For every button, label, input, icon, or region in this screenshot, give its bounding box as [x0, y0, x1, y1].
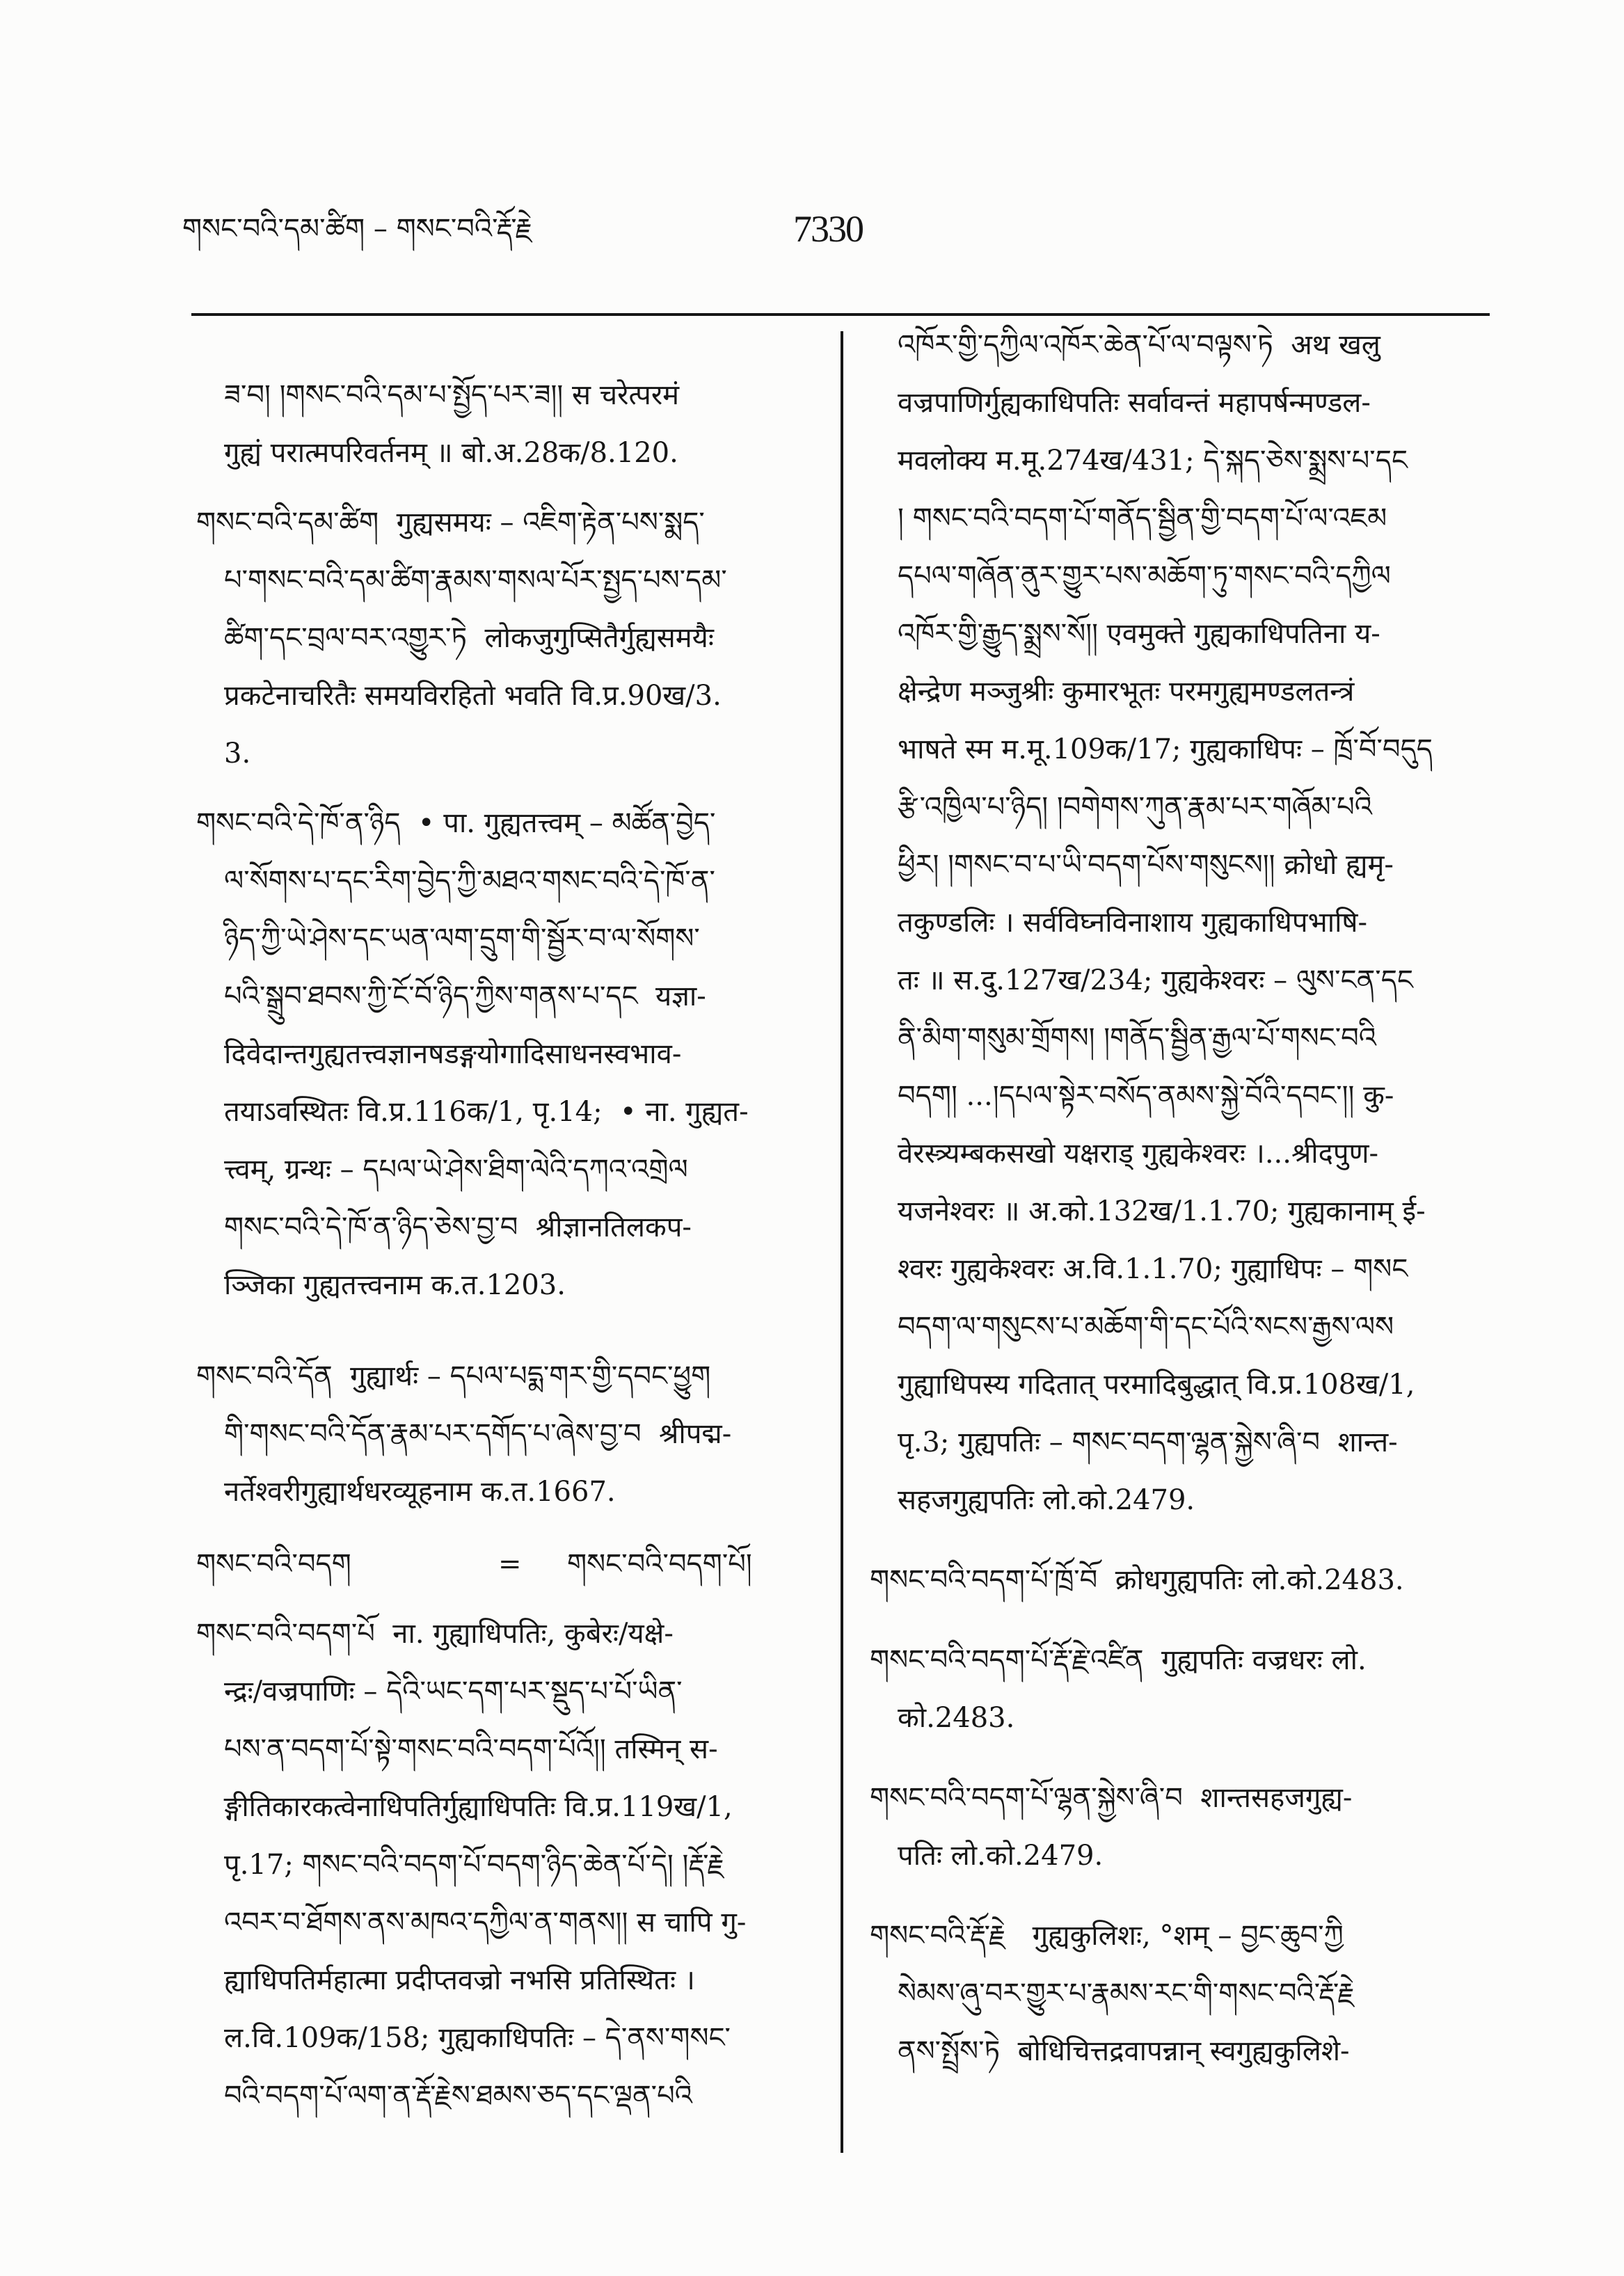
entry-line: सहजगुह्यपतिः लो.को.2479. — [898, 1484, 1195, 1516]
entry-line: དཔལ་གཞོན་ནུར་གྱུར་པས་མཆོག་ཏུ་གསང་བའི་དཀྱིལ — [898, 560, 1391, 592]
dictionary-entry — [196, 1605, 826, 2125]
entry-line: གསང་བའི་བདག་པོ ना. गुह्याधिपतिः, कुबेरः/यक्षे- — [196, 1618, 674, 1650]
page-number: 7330 — [793, 208, 863, 250]
right-column — [870, 317, 1490, 2098]
entry-line: त्त्वम्, ग्रन्थः – དཔལ་ཡེ་ཤེས་ཐིག་ལེའི་དཀའ་འགྲེལ — [224, 1154, 688, 1186]
entry-line: འབར་བ་ཐོགས་ནས་མཁའ་དཀྱིལ་ན་གནས།། स चापि गु- — [224, 1907, 747, 1939]
column-divider — [841, 331, 843, 2153]
entry-line: གི་གསང་བའི་དོན་རྣམ་པར་དགོད་པ་ཞེས་བྱ་བ श्रीपद्म- — [224, 1418, 732, 1450]
entry-line: པ་གསང་བའི་དམ་ཚིག་རྣམས་གསལ་པོར་སྤྱད་པས་དམ་ — [224, 564, 727, 596]
entry-line: 3. — [224, 738, 251, 770]
entry-line: यजनेश्वरः ॥ अ.को.132ख/1.1.70; गुह्यकानाम् ई- — [898, 1195, 1426, 1227]
entry-line: གསང་བའི་དེ་ཁོ་ན་ཉིད་ཅེས་བྱ་བ श्रीज्ञानतिलकप- — [224, 1211, 692, 1243]
entry-line: རྩི་འཁྱིལ་པ་ཉིད། །བགེགས་ཀུན་རྣམ་པར་གཞོམ་པའི — [898, 791, 1372, 823]
entry-line: ल.वि.109क/158; गुह्यकाधिपतिः – དེ་ནས་གསང་ — [224, 2022, 731, 2054]
entry-line: क्षेन्द्रेण मञ्जुश्रीः कुमारभूतः परमगुह्यमण्डलतन्त्रं — [898, 676, 1355, 708]
entry-line: दिवेदान्तगुह्यतत्त्वज्ञानषडङ्गयोगादिसाधनस्वभाव- — [224, 1038, 682, 1070]
entry-line: तः ॥ स.दु.127ख/234; गुह्यकेश्वरः – ལུས་ངན་དང — [898, 964, 1413, 996]
entry-line: བདག། ...།དཔལ་སྟེར་བསོད་ནམས་སྐྱེ་བོའི་དབང་།། कु- — [898, 1080, 1394, 1112]
entry-line: ह्याधिपतिर्महात्मा प्रदीप्तवज्रो नभसि प्रतिस्थितः । — [224, 1964, 695, 1996]
entry-line: གསང་བའི་བདག་པོ་ཁྲོ་བོ क्रोधगुह्यपतिः लो.को.2483. — [870, 1564, 1404, 1596]
entry-line: गुह्यं परात्मपरिवर्तनम् ॥ बो.अ.28क/8.120. — [224, 437, 678, 469]
entry-line: བདག་ལ་གསུངས་པ་མཆོག་གི་དང་པོའི་སངས་རྒྱས་ལས — [898, 1311, 1394, 1343]
entry-line: ཉིད་ཀྱི་ཡེ་ཤེས་དང་ཡན་ལག་དྲུག་གི་སྦྱོར་བ་ལ་སོགས་ — [224, 923, 700, 955]
entry-line: प्रकटेनाचरितैः समयविरहितो भवति वि.प्र.90ख/3. — [224, 680, 722, 712]
entry-line: गुह्याधिपस्य गदितात् परमादिबुद्धात् वि.प्र.108ख/1, — [898, 1369, 1415, 1401]
entry-line: བའི་བདག་པོ་ལག་ན་རྡོ་རྗེས་ཐམས་ཅད་དང་ལྡན་པའི — [224, 2080, 692, 2112]
entry-line: वेरस्त्र्यम्बकसखो यक्षराड् गुह्यकेश्वरः ।...श्रीदपुण- — [898, 1138, 1379, 1170]
headword: གསང་བའི་བདག — [196, 1548, 351, 1580]
dictionary-entry — [870, 1552, 1490, 1609]
entry-line: ཚིག་དང་བྲལ་བར་འགྱུར་ཏེ लोकजुगुप्सितैर्गुह्यसमयैः — [224, 622, 714, 654]
entry-line: པས་ན་བདག་པོ་སྟེ་གསང་བའི་བདག་པོའོ།། तस्मिन् स- — [224, 1733, 718, 1765]
entry-line: འཁོར་གྱི་དཀྱིལ་འཁོར་ཆེན་པོ་ལ་བལྟས་ཏེ अथ खलु — [898, 329, 1380, 361]
entry-line: श्वरः गुह्यकेश्वरः अ.वि.1.1.70; गुह्याधिपः – གསང — [898, 1253, 1408, 1285]
entry-line: भाषते स्म म.मू.109क/17; गुह्यकाधिपः – ཁྲོ་བོ་བདུད — [898, 733, 1433, 765]
entry-line: नर्तेश्वरीगुह्यार्थधरव्यूहनाम क.त.1667. — [224, 1476, 616, 1508]
dictionary-entry — [196, 1536, 826, 1593]
dictionary-entry — [870, 1632, 1490, 1747]
dictionary-entry — [870, 1907, 1490, 2080]
entry-line: मवलोक्य म.मू.274ख/431; དེ་སྐད་ཅེས་སྨྲས་པ་དང — [898, 445, 1408, 477]
running-head: གསང་བའི་དམ་ཚིག – གསང་བའི་རྡོ་རྗེ — [182, 213, 533, 245]
entry-line: ङ्गीतिकारकत्वेनाधिपतिर्गुह्याधिपतिः वि.प्र.119ख/1, — [224, 1791, 733, 1823]
entry-line: གསང་བའི་དམ་ཚིག गुह्यसमयः – འཇིག་རྟེན་པས་སྨད་ — [196, 507, 705, 539]
dictionary-entry — [870, 317, 1490, 1529]
entry-line: ञ्जिका गुह्यतत्त्वनाम क.त.1203. — [224, 1269, 566, 1301]
entry-line: ལ་སོགས་པ་དང་རིག་བྱེད་ཀྱི་མཐའ་གསང་བའི་དེ་ཁོ་ན་ — [224, 865, 715, 897]
entry-line: གསང་བའི་བདག་པོ་ལྷན་སྐྱེས་ཞི་བ शान्तसहजगुह्य- — [870, 1782, 1353, 1814]
entry-line: पृ.17; གསང་བའི་བདག་པོ་བདག་ཉིད་ཆེན་པོ་དེ། །རྡོ་རྗེ — [224, 1849, 724, 1881]
entry-line: ཟ་བ། །གསང་བའི་དམ་པ་སྤྱོད་པར་ཟ།། स चरेत्परमं — [224, 379, 680, 411]
entry-line: को.2483. — [898, 1702, 1015, 1734]
entry-line: སེམས་ཞུ་བར་གྱུར་པ་རྣམས་རང་གི་གསང་བའི་རྡོ་རྗེ — [898, 1977, 1355, 2010]
entry-line: གསང་བའི་བདག་པོ་རྡོ་རྗེ་འཛིན गुह्यपतिः वज्रधरः लो. — [870, 1644, 1367, 1676]
dictionary-entry — [196, 1348, 826, 1521]
left-column — [196, 367, 826, 2148]
entry-line: གསང་བའི་དོན गुह्यार्थः – དཔལ་པདྨ་གར་གྱི་དབང་ཕྱུག — [196, 1360, 711, 1392]
entry-line: ། གསང་བའི་བདག་པོ་གནོད་སྦྱིན་གྱི་བདག་པོ་ལ་འཇམ — [898, 502, 1387, 534]
header-rule — [191, 313, 1490, 316]
entry-line: न्द्रः/वज्रपाणिः – དེའི་ཡང་དག་པར་སྡུད་པ་པོ་ཡིན་ — [224, 1676, 683, 1708]
entry-line: འཁོར་གྱི་རྒྱུད་སྨྲས་སོ།། एवमुक्ते गुह्यकाधिपतिना य- — [898, 618, 1380, 650]
dictionary-entry — [870, 1769, 1490, 1885]
dictionary-entry — [196, 795, 826, 1314]
entry-line: वज्रपाणिर्गुह्यकाधिपतिः सर्वावन्तं महापर्षन्मण्डल- — [898, 387, 1371, 419]
dictionary-entry — [196, 494, 826, 783]
entry-line: པའི་སྒྲུབ་ཐབས་ཀྱི་ངོ་བོ་ཉིད་ཀྱིས་གནས་པ་དང यज्ञा- — [224, 980, 706, 1012]
entry-line: तकुण्डलिः । सर्वविघ्नविनाशाय गुह्यकाधिपभाषि- — [898, 907, 1368, 939]
entry-line: पृ.3; गुह्यपतिः – གསང་བདག་ལྷན་སྐྱེས་ཞི་བ शान्त- — [898, 1426, 1398, 1458]
cross-reference-target: གསང་བའི་བདག་པོ། — [567, 1548, 752, 1580]
entry-line: पतिः लो.को.2479. — [898, 1840, 1104, 1872]
equals-sign: = — [498, 1548, 522, 1580]
entry-line: གསང་བའི་དེ་ཁོ་ན་ཉིད • पा. गुह्यतत्त्वम् – མཚོན་བྱེད་ — [196, 807, 716, 839]
entry-line: ཕྱིར། །གསང་བ་པ་ཡི་བདག་པོས་གསུངས།། क्रोधो ह्यमृ- — [898, 849, 1394, 881]
entry-line: གསང་བའི་རྡོ་རྗེ गुह्यकुलिशः, °शम् – བྱང་ཆུབ་ཀྱི — [870, 1920, 1344, 1952]
entry-line — [196, 1536, 826, 1593]
entry-line: ནས་སྤྲོས་ཏེ बोधिचित्तद्रवापन्नान् स्वगुह्यकुलिशे- — [898, 2035, 1350, 2067]
entry-line: तयाऽवस्थितः वि.प्र.116क/1, पृ.14; • ना. गुह्यत- — [224, 1096, 749, 1128]
dictionary-entry — [196, 367, 826, 482]
entry-line: ནི་མིག་གསུམ་གྲོགས། །གནོད་སྦྱིན་རྒྱལ་པོ་གསང་བའི — [898, 1022, 1376, 1054]
